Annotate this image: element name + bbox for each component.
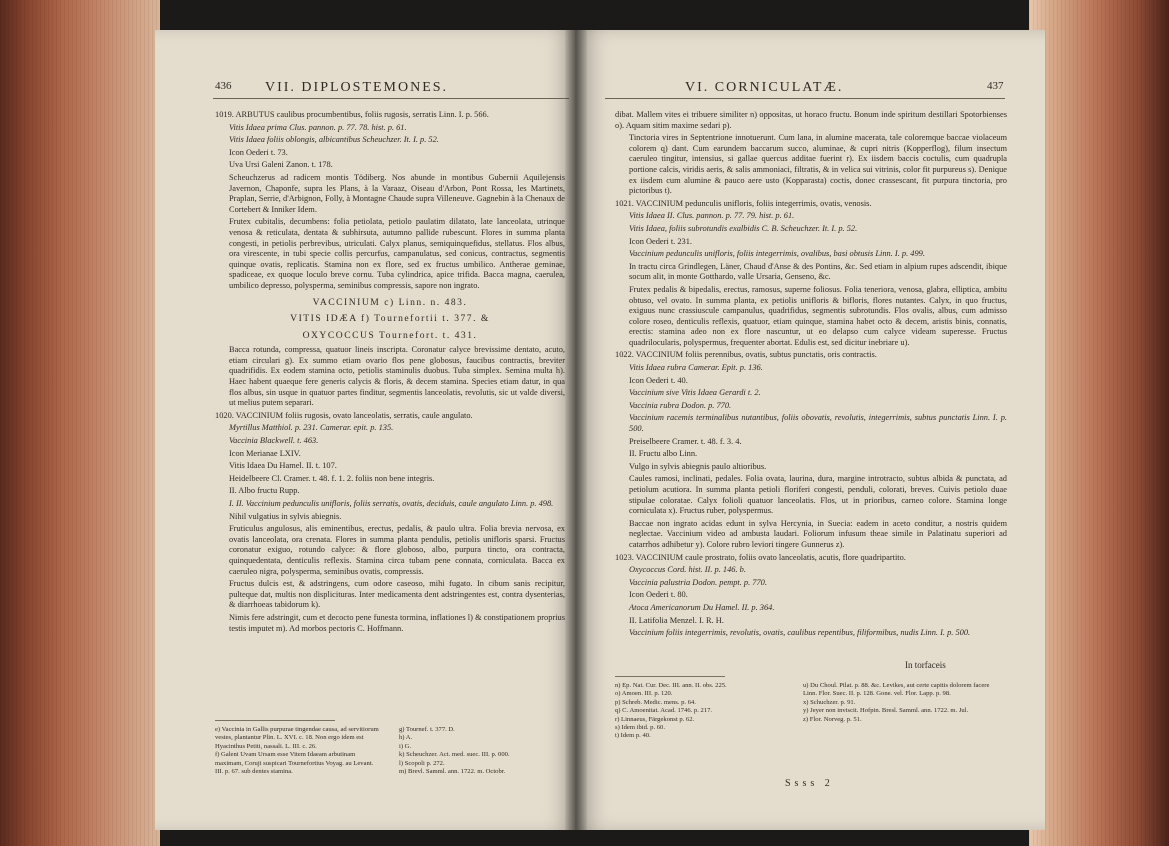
synonym: Vitis Idaea, foliis subrotundis exalbidis C. B. Scheuchzer. It. I. p. 52. bbox=[629, 223, 858, 233]
synonym: Vitis Idaea Du Hamel. II. t. 107. bbox=[229, 461, 337, 471]
synonym: Uva Ursi Galeni Zanon. t. 178. bbox=[229, 160, 333, 170]
footnote: f) Galeni Uvam Ursam esse Vitem Idaeam arbutinam maximam, Coruji suspicari Tournefortius Voyag. au Levant. III. p. 67. sub dentes stamina. bbox=[215, 751, 374, 776]
running-head: VII. DIPLOSTEMONES. bbox=[265, 80, 449, 95]
footnote: z) Flor. Norveg. p. 51. bbox=[803, 715, 862, 723]
genus-subheading: OXYCOCCUS Tournefort. t. 431. bbox=[302, 329, 478, 341]
synonym: Icon Merianae LXIV. bbox=[229, 448, 301, 458]
synonym: Vitis Idaea rubra Camerar. Epit. p. 136. bbox=[629, 363, 763, 373]
synonym: Icon Oederi t. 73. bbox=[229, 147, 288, 157]
right-page bbox=[575, 30, 1045, 830]
book-gutter bbox=[565, 30, 587, 830]
footnote: k) Scheuchzer. Act. med. suec. III. p. 000. bbox=[399, 751, 510, 759]
footnote: h) A. bbox=[399, 734, 413, 742]
description-paragraph: Frutex cubitalis, decumbens: folia petiolata, petiolo paulatim dilatato, late lanceolata, utrinque venosa & reticulata, dentata & subhirsuta, autumno pallide rubescunt. Flores in summa planta congesti, in petiolis perbrevibus, utriculati. Calyx planus, semiquinquefidus, stellatus. Flos albus, ora virescente, in tubi specie collis percurfus, campanulatus, sed conicus, contractus, segmentis quinque ovatis, replicatis. Stamina non ex flore, sed ex fructus umbilico. Antherae geminae, spadiceae, ex quoque loculo breve cornu. Tuba cylindrica, apice trifida. Bacca magna, caerulea, umbilico depresso, polysperma, seminibus compressis, sapore non ingrato. bbox=[229, 217, 565, 290]
variety: II. Fructu albo Linn. bbox=[629, 449, 698, 459]
species-entry: 1020. VACCINIUM foliis rugosis, ovato lanceolatis, serratis, caule angulato. bbox=[215, 410, 473, 420]
synonym: Icon Oederi t. 231. bbox=[629, 236, 693, 246]
footnote: q) C. Amoenitat. Acad. 1746. p. 217. bbox=[615, 707, 713, 715]
uses-paragraph: Baccae non ingrato acidas edunt in sylva Hercynia, in Suecia: eadem in aceto conditur, a nostris quidem neglectae. Vaccinium video ad ambusta laudari. Foliorum infusum theae simile in Palatinatu superiori ad catarrhos adhibetur y). Colore rubro leviori tingere Gunnerus z). bbox=[629, 518, 1007, 549]
footnotes bbox=[215, 726, 565, 776]
footnote: i) G. bbox=[399, 742, 412, 750]
synonym: Vaccinia palustria Dodon. pempt. p. 770. bbox=[629, 577, 767, 587]
continued-paragraph: dibat. Mallem vites ei tribuere similiter n) oppositas, ut horaco fructu. Bonum inde spiritum destillari Spotorbienses o). Aquam sitim maxime sedari p). bbox=[615, 110, 1007, 130]
footnote-rule bbox=[615, 676, 725, 677]
synonym: Vaccinia rubra Dodon. p. 770. bbox=[629, 400, 732, 410]
page-number: 437 bbox=[987, 80, 1004, 92]
genus-heading: VACCINIUM c) Linn. n. 483. bbox=[312, 296, 468, 308]
habitat-paragraph: Scheuchzerus ad radicem montis Tödiberg. Nos abunde in montibus Gubernii Aquilejensis Javernon, Chaponfe, supra les Plans, à la Varaaz, Oiseau d'Arbon, Pont Rossa, les Martinets, Praplan, Serrie, d'Arbignon, Folly, à Montagne Chaude supra Villeneuve. Gagnebin à la Chenaux de Cortebert & Inniker Idem. bbox=[229, 172, 565, 214]
footnote: l) Scopoli p. 272. bbox=[399, 759, 445, 767]
synonym: Heidelbeere Cl. Cramer. t. 48. f. 1. 2. foliis non bene integris. bbox=[229, 473, 435, 483]
footnote: u) Du Choul. Pilat. p. 88. &c. Levikes, aut certe capitis dolorem facere Linn. Flor. Suec. II. p. 128. Gone. vel. Flor. Lapp. p. 98. bbox=[803, 682, 990, 698]
footnote: o) Amoen. III. p. 120. bbox=[615, 690, 673, 698]
page-number: 436 bbox=[215, 80, 232, 92]
synonym: Vaccinium foliis integerrimis, revolutis, ovatis, caulibus repentibus, filiformibus, nudis Linn. I. p. 500. bbox=[629, 628, 971, 638]
genus-subheading: VITIS IDÆA f) Tournefortii t. 377. & bbox=[290, 313, 490, 325]
left-text-column bbox=[215, 110, 565, 636]
footnote-column bbox=[615, 682, 785, 741]
species-entry: 1021. VACCINIUM pedunculis unifloris, foliis integerrimis, ovatis, venosis. bbox=[615, 198, 872, 208]
synonym: Vaccinium sive Vitis Idaea Gerardi t. 2. bbox=[629, 388, 761, 398]
description-paragraph: Frutex pedalis & bipedalis, erectus, ramosus, superne foliosus. Folia teneriora, venosa, glabra, elliptica, ambitu obtuso, vel ovato. In summa planta, ex petiolis unifloris & bifloris, flores nutantes. Calyx, in quo fructus, exiguus nunc crassiuscule campanulus, quadrifidus, segmentis subrotundis. Flos ovalis, albus, cum admisso colore roseo, denticulis reflexis, quatuor, etiam quinque, stamina habet octo & decem, aristis binis, connatis, erectis: stamina adeo non ex flore nascuntur, ut eo delapso cum calyce videam superesse. Fructus quadrilocularis, polyspermus, frequenter abortat. Edulis est, sed dicitur inebriare u). bbox=[629, 284, 1007, 347]
footnote: x) Schuchzer. p. 91. bbox=[803, 698, 856, 706]
footnote-rule bbox=[215, 720, 335, 721]
left-page bbox=[155, 30, 575, 830]
footnote-column bbox=[399, 726, 565, 776]
synonym: Icon Oederi t. 80. bbox=[629, 590, 688, 600]
variety: II. Albo fructu Rupp. bbox=[229, 486, 300, 496]
footnote-column bbox=[803, 682, 1003, 741]
synonym: I. II. Vaccinium pedunculis unifloris, foliis serratis, ovatis, deciduis, caule angulato Linn. p. 498. bbox=[229, 499, 554, 508]
footnote-column bbox=[215, 726, 381, 776]
synonym: Vaccinium pedunculis unifloris, foliis integerrimis, ovalibus, basi obtusis Linn. I. p. 499. bbox=[629, 249, 925, 259]
catchword: In torfaceis bbox=[905, 660, 946, 670]
footnote: y) Jeyer non inviscit. Hofpin. Bresl. Samml. ann. 1722. m. Jul. bbox=[803, 707, 969, 715]
running-head: VI. CORNICULATÆ. bbox=[685, 80, 844, 95]
habitat-paragraph: Nihil vulgatius in sylvis abiegnis. bbox=[229, 511, 342, 521]
synonym: Vitis Idaea prima Clus. pannon. p. 77. 78. hist. p. 61. bbox=[229, 122, 407, 132]
synonym: Oxycoccus Cord. hist. II. p. 146. b. bbox=[629, 565, 746, 575]
genus-description: Bacca rotunda, compressa, quatuor lineis inscripta. Coronatur calyce brevissime dentato, acuto, etiam circulari g). Ex summo etiam ovario flos pene globosus, faucibus contractis, breviter quadrifidis. Ex eodem stamina octo, petiolis staminulis duobus. Tuba simplex. Semina multa h). Haec habent quaeque fere generis calycis & floris, & decem stamina. Species etiam datur, in qua flos albus, sin usque in quatuor partes finditur, segmentis lanceolatis, revolutis, sic ut valde diversi, ut melius putem separari. bbox=[229, 345, 565, 408]
header-rule bbox=[605, 98, 1005, 99]
uses-paragraph: Tinctoria vires in Septentrione innotuerunt. Cum lana, in alumine macerata, tale coloremque baccae violaceum colorem q) dant. Cum earundem baccarum succo, aluminae, & cupri nitris (Kopperflog), filum insectum caeruleo tingitur, intensius, si gallae quercus additae fuerint r). Ex iisdem baccis coctulis, cum quadrupla portione calcis, viridis aeris, & salis ammoniaci, filtratis, & in velica sui vitrinis, color fit purpureus s). Denique ex iisdem cum alumine & pauco aere usto (Kopparasta) coctis, donec crassescant, fit purpura tinctoria, pro pictoribus t). bbox=[629, 133, 1007, 196]
footnote: n) Ep. Nat. Cur. Dec. III. ann. II. obs. 225. bbox=[615, 682, 727, 689]
species-entry: 1023. VACCINIUM caule prostrato, foliis ovato lanceolatis, acutis, flore quadripartito. bbox=[615, 552, 906, 562]
uses-paragraph: Fructus dulcis est, & adstringens, cum odore caseoso, mihi fugato. In cibum sanis recipitur, pulteque dat, multis non displicituras. Inter medicamenta dent adstringentes est, contra dysenterias, & diarrhoeas tabidorum k). bbox=[229, 579, 565, 610]
synonym: Icon Oederi t. 40. bbox=[629, 375, 688, 385]
uses-paragraph: Nimis fere adstringit, cum et decocto pene funesta tormina, inflationes l) & constipationem proprius testis imputet m). Ad morbos pectoris C. Hoffmann. bbox=[229, 612, 565, 633]
footnote: p) Schreb. Medic. mens. p. 64. bbox=[615, 698, 696, 706]
footnote: m) Brevl. Samml. ann. 1722. m. Octobr. bbox=[399, 768, 506, 776]
footnote: t) Idem p. 40. bbox=[615, 732, 651, 740]
habitat-paragraph: Vulgo in sylvis abiegnis paulo altioribus. bbox=[629, 461, 767, 471]
description-paragraph: Caules ramosi, inclinati, pedales. Folia ovata, laurina, dura, margine introtracto, subtus albida & punctata, ad petiolum acutiora. In summa planta petioli floriferi congesti, penduli, colorati, breves. Cuivis petiolo duae stipulae coloratae. Calyx folioli quatuor lanceolatis. Flos, ut in prioribus, carneo colore. Stamina longe corniculata x). Fructus ruber, polyspermus. bbox=[629, 474, 1007, 516]
habitat-paragraph: In tractu circa Grindlegen, Läner, Chaud d'Anse & des Pontins, &c. Sed etiam in alpium rupes adscendit, ibique socum alit, in monte Gotthardo, valle Ursaria, Genseno, &c. bbox=[629, 261, 1007, 282]
description-paragraph: Fruticulus angulosus, alis eminentibus, erectus, pedalis, & paulo ultra. Folia brevia nervosa, ex ovatis lanceolata, ora crenata. Flores in summa planta pendulis, petiolis unifloris sparsi. Fructus coronatur exiguo, rotundo calyce: & flore globoso, albo, purpura tincto, ora contracta, quinquedentata, denticulis reflexis. Stamina circa tubam pene connata, corniculata. Bacca ex caeruleo nigra, polysperma, seminibus ovatis, compressis. bbox=[229, 524, 565, 576]
signature-mark: Ssss 2 bbox=[785, 778, 834, 789]
synonym: Atoca Americanorum Du Hamel. II. p. 364. bbox=[629, 602, 775, 612]
footnote: g) Tournef. t. 377. D. bbox=[399, 726, 455, 733]
footnote: e) Vaccinia in Gallis purpurae tingendae causa, ad servitiorum vestes, plantantur Plin. L. XVI. c. 18. Non ergo idem est Hyacinthus Petiti, nassali. L. III. c. 26. bbox=[215, 726, 379, 750]
footnote: r) Linnaeus, Färgekonst p. 62. bbox=[615, 715, 695, 723]
page-edges-right bbox=[1029, 0, 1169, 846]
footnote: s) Idem ibid. p. 60. bbox=[615, 724, 665, 732]
synonym: Vitis Idaea II. Clus. pannon. p. 77. 79. hist. p. 61. bbox=[629, 211, 795, 221]
page-edges-left bbox=[0, 0, 160, 846]
right-text-column bbox=[615, 110, 1007, 641]
species-entry: 1022. VACCINIUM foliis perennibus, ovatis, subtus punctatis, oris contractis. bbox=[615, 350, 877, 360]
species-entry: 1019. ARBUTUS caulibus procumbentibus, foliis rugosis, serratis Linn. I. p. 566. bbox=[215, 110, 489, 119]
synonym: Vitis Idaea foliis oblongis, albicantibus Scheuchzer. It. I. p. 52. bbox=[229, 135, 439, 145]
synonym: Vaccinia Blackwell. t. 463. bbox=[229, 436, 319, 446]
footnotes bbox=[615, 682, 1007, 741]
synonym: Vaccinium racemis terminalibus nutantibus, foliis obovatis, revolutis, integerrimis, subtus punctatis Linn. I. p. 500. bbox=[629, 413, 1007, 434]
variety: II. Latifolia Menzel. I. R. H. bbox=[629, 615, 724, 625]
synonym: Preiselbeere Cramer. t. 48. f. 3. 4. bbox=[629, 436, 742, 446]
synonym: Myrtillus Matthiol. p. 231. Camerar. epit. p. 135. bbox=[229, 423, 394, 433]
header-rule bbox=[213, 98, 569, 99]
